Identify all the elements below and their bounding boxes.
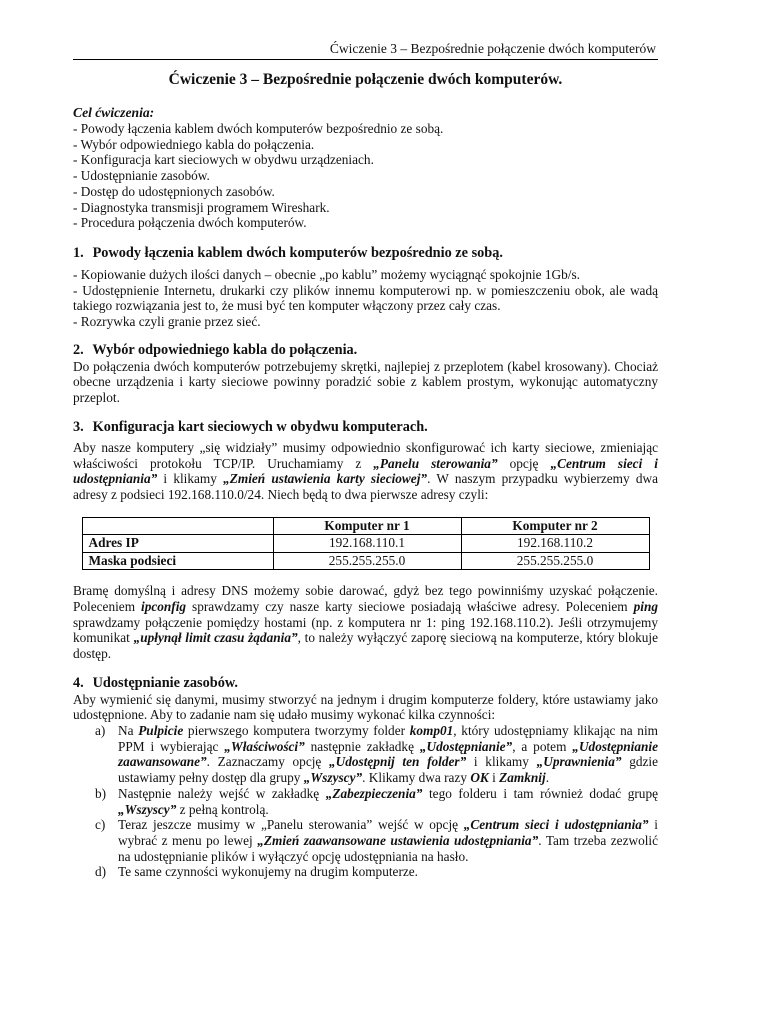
text-run: i xyxy=(488,770,500,786)
text-run: Następnie należy wejść w zakładkę xyxy=(118,785,326,801)
text-run: ping xyxy=(633,598,658,614)
section-heading xyxy=(73,675,658,692)
text-run: i klikamy xyxy=(466,754,537,770)
text-run: „Uprawnienia” xyxy=(536,754,622,770)
text-run: „Udostępnianie” xyxy=(419,738,513,754)
text-run: . Zaznaczamy opcję xyxy=(206,754,329,770)
list-marker: d) xyxy=(95,864,107,880)
goals-title: Cel ćwiczenia: xyxy=(73,105,155,120)
address-table xyxy=(82,517,650,571)
goal-item: - Powody łączenia kablem dwóch komputerów bezpośrednio ze sobą. xyxy=(73,121,444,136)
paragraph: - Kopiowanie dużych ilości danych – obecnie „po kablu” możemy wyciągnąć spokojnie 1Gb/s. xyxy=(73,266,580,282)
table-cell: 255.255.255.0 xyxy=(273,552,461,570)
list-item xyxy=(73,864,658,880)
text-run: Pulpicie xyxy=(138,723,184,739)
text-run: Te same czynności wykonujemy na drugim komputerze. xyxy=(118,864,419,880)
section-number: 1. xyxy=(73,244,84,261)
text-run: następnie zakładkę xyxy=(304,738,420,754)
paragraph: Do połączenia dwóch komputerów potrzebujemy skrętki, najlepiej z przeplotem (kabel krosowany). Chociaż obecne urządzenia i karty sieciowe powinny poradzić sobie z kablem prostym, wykonując automatyczny przeplot. xyxy=(73,358,658,406)
text-run: „Panelu sterowania” xyxy=(373,455,498,471)
section-1 xyxy=(73,245,658,330)
text-run: Na xyxy=(118,723,139,739)
table-cell: 192.168.110.2 xyxy=(461,535,649,553)
section-2 xyxy=(73,342,658,406)
text-run: , a potem xyxy=(512,738,573,754)
section-title: Powody łączenia kablem dwóch komputerów bezpośrednio ze sobą. xyxy=(92,244,503,261)
list-item xyxy=(73,786,658,817)
text-run: „Zabezpieczenia” xyxy=(325,785,423,801)
text-run: i wybrać z menu po lewej xyxy=(118,817,658,848)
section-number: 3. xyxy=(73,418,84,435)
text-run: opcję xyxy=(497,455,551,471)
text-run: „Udostępnianie zaawansowane” xyxy=(118,738,658,770)
text-run: ipconfig xyxy=(141,598,187,614)
section-heading xyxy=(73,342,658,359)
table-cell: Adres IP xyxy=(82,535,273,553)
section-4 xyxy=(73,675,658,880)
section-title: Wybór odpowiedniego kabla do połączenia. xyxy=(92,341,358,358)
list-marker: a) xyxy=(95,723,106,739)
section-title: Udostępnianie zasobów. xyxy=(92,674,238,691)
paragraph: - Udostępnienie Internetu, drukarki czy plików innemu komputerowi np. w pomieszczeniu obok, ale wadą takiego rozwiązania jest to, że musi być ten komputer włączony przez cały czas. xyxy=(73,282,658,314)
steps-list xyxy=(73,723,658,880)
table-row xyxy=(82,535,649,553)
text-run: tego folderu i tam również dodać grupę xyxy=(422,785,658,801)
text-run: . Tam trzeba zezwolić na udostępnianie plików i wyłączyć opcję udostępniania na hasło. xyxy=(118,833,659,864)
goal-item: - Dostęp do udostępnionych zasobów. xyxy=(73,183,275,199)
text-run: „Zmień ustawienia karty sieciowej” xyxy=(223,471,428,487)
section-3 xyxy=(73,419,658,662)
section-heading xyxy=(73,419,658,436)
section-number: 2. xyxy=(73,341,84,358)
text-run: „Zmień zaawansowane ustawienia udostępniania” xyxy=(257,833,539,848)
section-heading xyxy=(73,245,658,262)
table-header-cell: Komputer nr 2 xyxy=(461,517,649,535)
text-run: Zamknij xyxy=(499,770,546,786)
goal-item: - Procedura połączenia dwóch komputerów. xyxy=(73,215,307,231)
text-run: Teraz jeszcze musimy w „Panelu sterowania” wejść w opcję xyxy=(118,817,464,833)
document-title: Ćwiczenie 3 – Bezpośrednie połączenie dwóch komputerów. xyxy=(168,71,563,88)
list-marker: b) xyxy=(95,785,107,801)
text-run: „Właściwości” xyxy=(224,738,305,754)
document-page xyxy=(73,40,658,880)
list-item xyxy=(73,723,658,786)
paragraph xyxy=(73,583,658,662)
goal-item: - Udostępnianie zasobów. xyxy=(73,168,210,184)
text-run: „Udostępnij ten folder” xyxy=(329,754,467,770)
goals-section xyxy=(73,105,658,231)
list-marker: c) xyxy=(95,817,106,833)
text-run: OK xyxy=(470,770,489,786)
text-run: sprawdzamy połączenie pomiędzy hostami (np. z komputera nr 1: ping 192.168.110.2). Jeśli otrzymujemy komunikat xyxy=(73,614,658,646)
text-run: „Centrum sieci i udostępniania” xyxy=(73,455,658,487)
text-run: komp01 xyxy=(409,723,454,739)
text-run: „Wszyscy” xyxy=(303,770,363,786)
text-run: . xyxy=(545,770,550,786)
text-run: pierwszego komputera tworzymy folder xyxy=(183,723,410,739)
paragraph: - Rozrywka czyli granie przez sieć. xyxy=(73,314,261,330)
text-run: . W naszym przypadku wybierzemy dwa adresy z podsieci 192.168.110.0/24. Niech będą to dwa pierwsze adresy czyli: xyxy=(73,471,658,502)
running-header: Ćwiczenie 3 – Bezpośrednie połączenie dwóch komputerów xyxy=(73,40,658,60)
list-item xyxy=(73,817,658,864)
text-run: „Centrum sieci i udostępniania” xyxy=(463,817,649,833)
goal-item: - Konfiguracja kart sieciowych w obydwu urządzeniach. xyxy=(73,152,374,168)
table-header-cell: Komputer nr 1 xyxy=(273,517,461,535)
paragraph xyxy=(73,440,658,503)
text-run: „Wszyscy” xyxy=(118,801,177,817)
text-run: i klikamy xyxy=(157,471,224,487)
text-run: Aby nasze komputery „się widziały” musimy odpowiednio skonfigurować ich karty sieciowe, zmieniając właściwości protokołu TCP/IP. Uruchamiamy z xyxy=(73,439,658,471)
text-run: sprawdzamy czy nasze karty sieciowe posiadają właściwe adresy. Poleceniem xyxy=(186,598,634,614)
section-title: Konfiguracja kart sieciowych w obydwu komputerach. xyxy=(92,418,428,435)
text-run: , to należy wyłączyć zaporę sieciową na komputerze, który blokuje dostęp. xyxy=(73,630,659,661)
table-cell: 255.255.255.0 xyxy=(461,552,649,570)
goal-item: - Diagnostyka transmisji programem Wireshark. xyxy=(73,199,330,215)
text-run: gdzie ustawiamy pełny dostęp dla grupy xyxy=(118,754,659,786)
table-cell: 192.168.110.1 xyxy=(273,535,461,553)
section-number: 4. xyxy=(73,674,84,691)
paragraph: Aby wymienić się danymi, musimy stworzyć na jednym i drugim komputerze foldery, które ustawiamy jako udostępnione. Aby to zadanie nam się udało musimy wykonać kilka czynności: xyxy=(73,691,658,723)
text-run: , który udostępniamy klikając na nim PPM i wybierając xyxy=(118,723,658,754)
text-run: Bramę domyślną i adresy DNS możemy sobie darować, gdyż bez tego powinniśmy uzyskać połączenie. Poleceniem xyxy=(73,583,658,614)
table-header-row xyxy=(82,517,649,535)
text-run: z pełną kontrolą. xyxy=(176,801,269,817)
text-run: . Klikamy dwa razy xyxy=(362,770,471,786)
table-row xyxy=(82,552,649,570)
table-cell: Maska podsieci xyxy=(82,552,273,570)
table-header-cell xyxy=(82,517,273,535)
text-run: „upłynął limit czasu żądania” xyxy=(133,630,298,646)
goal-item: - Wybór odpowiedniego kabla do połączenia. xyxy=(73,136,315,152)
